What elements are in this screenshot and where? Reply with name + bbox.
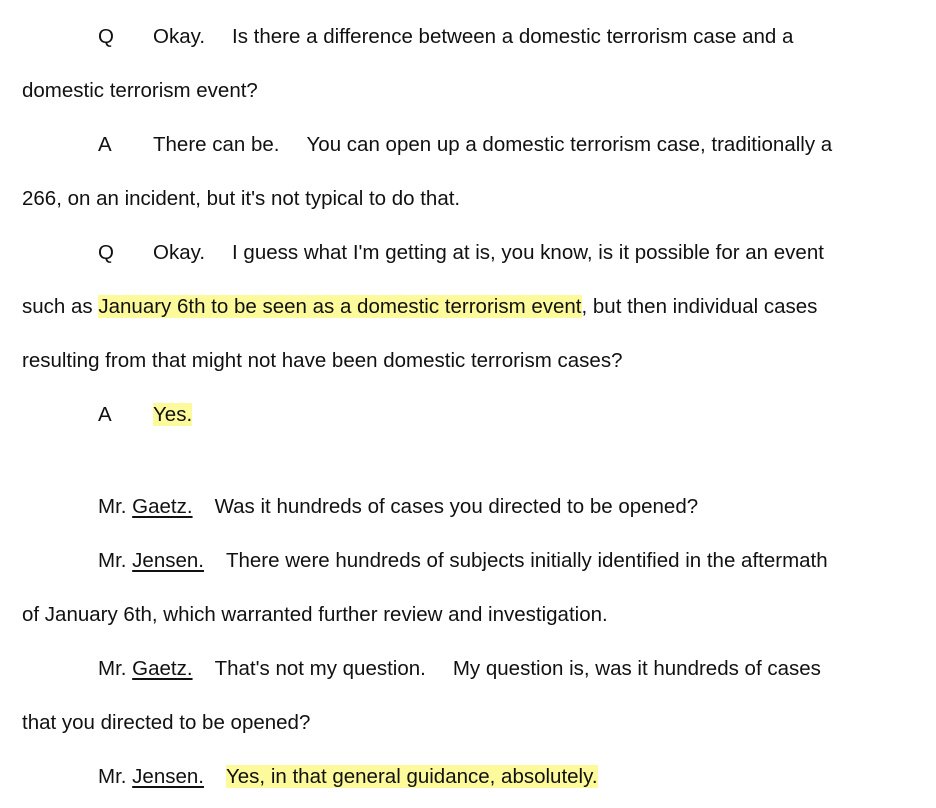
speaker-continuation	[0, 708, 936, 738]
q-text-cont-pre: such as	[22, 295, 99, 318]
speaker-text: Was it hundreds of cases you directed to be opened?	[214, 495, 699, 518]
a-text-part2: You can open up a domestic terrorism case, traditionally a	[306, 133, 833, 156]
speaker-title: Mr.	[98, 765, 127, 788]
speaker-continuation	[0, 600, 936, 630]
speaker-line	[0, 654, 936, 684]
question-continuation	[0, 346, 936, 376]
q-text-part1: Okay.	[153, 25, 206, 48]
answer-continuation	[0, 184, 936, 214]
question-continuation	[0, 292, 936, 322]
q-text-cont2: resulting from that might not have been domestic terrorism cases?	[22, 349, 623, 372]
speaker-text-cont: of January 6th, which warranted further review and investigation.	[22, 603, 608, 626]
speaker-name: Jensen.	[132, 549, 204, 572]
speaker-line	[0, 546, 936, 576]
q-text-part2: Is there a difference between a domestic terrorism case and a	[232, 25, 794, 48]
speaker-text-part2: My question is, was it hundreds of cases	[452, 657, 821, 680]
q-text-part2: I guess what I'm getting at is, you know, is it possible for an event	[232, 241, 824, 264]
answer-line	[0, 130, 936, 160]
speaker-text-part1: That's not my question.	[214, 657, 426, 680]
question-continuation	[0, 76, 936, 106]
speaker-name: Gaetz.	[132, 495, 193, 518]
a-text-part1: There can be.	[153, 133, 280, 156]
highlighted-answer: Yes.	[153, 403, 193, 426]
q-text-cont-post: , but then individual cases	[581, 295, 818, 318]
a-text-cont: 266, on an incident, but it's not typical to do that.	[22, 187, 461, 210]
speaker-text: There were hundreds of subjects initially identified in the aftermath	[225, 549, 828, 572]
q-text-cont: domestic terrorism event?	[22, 79, 258, 102]
q-label: Q	[98, 25, 114, 48]
q-label: Q	[98, 241, 114, 264]
highlighted-answer: Yes, in that general guidance, absolutely.	[225, 765, 598, 788]
speaker-title: Mr.	[98, 657, 127, 680]
speaker-text-cont: that you directed to be opened?	[22, 711, 311, 734]
speaker-title: Mr.	[98, 495, 127, 518]
speaker-line	[0, 762, 936, 792]
a-label: A	[98, 403, 112, 426]
speaker-title: Mr.	[98, 549, 127, 572]
question-line	[0, 238, 936, 268]
speaker-name: Gaetz.	[132, 657, 193, 680]
q-text-part1: Okay.	[153, 241, 206, 264]
speaker-name: Jensen.	[132, 765, 204, 788]
highlighted-phrase: January 6th to be seen as a domestic terrorism event	[98, 295, 582, 318]
a-label: A	[98, 133, 112, 156]
question-line	[0, 22, 936, 52]
answer-line	[0, 400, 936, 430]
speaker-line	[0, 492, 936, 522]
